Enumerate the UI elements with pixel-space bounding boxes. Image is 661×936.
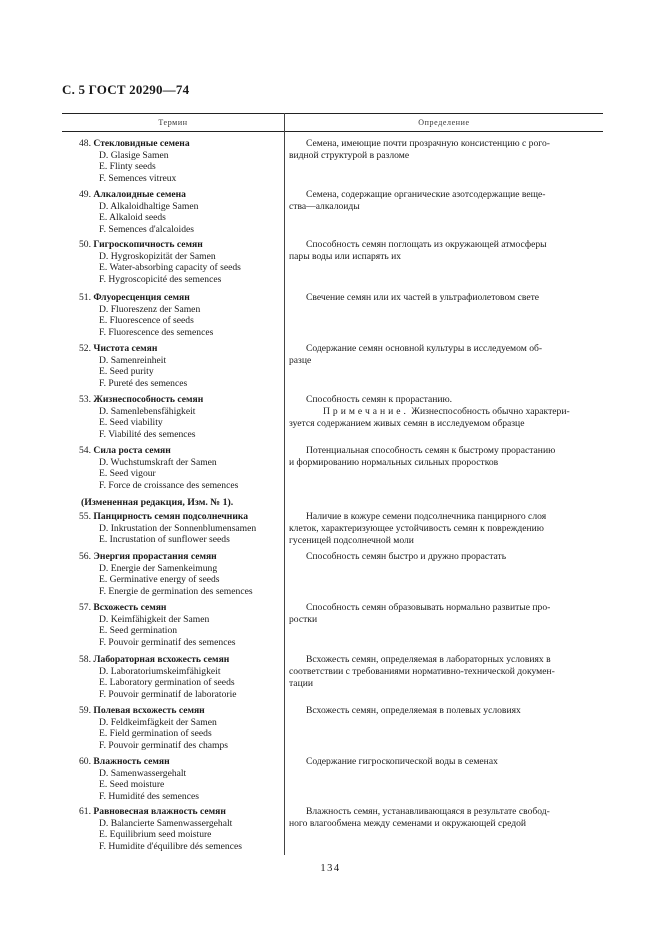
- term-number: 50.: [79, 239, 91, 250]
- term-german: D. Laboratoriumskeimfähigkeit: [99, 665, 221, 677]
- definition-text-cont: и формированию нормальных сильных проростков: [289, 456, 499, 468]
- term-english: E. Seed purity: [99, 366, 154, 378]
- term-english: E. Seed viability: [99, 417, 163, 429]
- term-french: F. Pouvoir germinatif des champs: [99, 739, 228, 751]
- note-text: Жизнеспособность обычно характери-: [411, 405, 570, 417]
- term-german: D. Balancierte Samenwassergehalt: [99, 817, 233, 829]
- term-french: F. Force de croissance des semences: [99, 479, 239, 491]
- term-name: Алкалоидные семена: [93, 189, 186, 200]
- term-number: 52.: [79, 343, 91, 354]
- definition-text-cont: пары воды или испарять их: [289, 250, 402, 262]
- term-french: F. Pouvoir germinatif des semences: [99, 636, 236, 648]
- term-name: Лабораторная всхожесть семян: [93, 654, 230, 665]
- definition-text: Потенциальная способность семян к быстрому прорастанию: [306, 445, 556, 456]
- terms-table: [62, 113, 603, 855]
- definition-text-cont: видной структурой в разломе: [289, 149, 410, 161]
- term-english: E. Flinty seeds: [99, 161, 156, 173]
- term-english: E. Water-absorbing capacity of seeds: [99, 262, 241, 274]
- term-name: Влажность семян: [93, 756, 170, 767]
- definition-text: Влажность семян, устанавливающаяся в результате свобод-: [306, 806, 550, 817]
- term-name: Стекловидные семена: [93, 138, 190, 149]
- term-french: F. Fluorescence des semences: [99, 326, 214, 338]
- term-french: F. Humidité des semences: [99, 790, 199, 802]
- term-name: Сила роста семян: [93, 445, 171, 456]
- term-german: D. Inkrustation der Sonnenblumensamen: [99, 522, 257, 534]
- term-english: E. Seed vigour: [99, 468, 156, 480]
- definition-text: Способность семян образовывать нормально развитые про-: [306, 602, 551, 613]
- page-number: 134: [320, 863, 341, 874]
- term-german: D. Samenlebensfähigkeit: [99, 405, 196, 417]
- definition-text: Свечение семян или их частей в ультрафиолетовом свете: [306, 292, 540, 303]
- definition-note: [289, 406, 599, 418]
- term-english: E. Alkaloid seeds: [99, 212, 166, 224]
- term-english: E. Equilibrium seed moisture: [99, 829, 212, 841]
- definition-text-cont: соответствии с требованиями нормативно-технической докумен-: [289, 665, 555, 677]
- term-number: 61.: [79, 806, 91, 817]
- definition-note-cont: зуется содержанием живых семян в исследуемом образце: [289, 417, 525, 429]
- term-number: 54.: [79, 445, 91, 456]
- term-number: 60.: [79, 756, 91, 767]
- term-name: Всхожесть семян: [93, 602, 167, 613]
- term-english: E. Seed moisture: [99, 779, 165, 791]
- term-german: D. Glasige Samen: [99, 149, 169, 161]
- term-german: D. Fluoreszenz der Samen: [99, 303, 201, 315]
- term-number: 59.: [79, 705, 91, 716]
- term-name: Полевая всхожесть семян: [93, 705, 205, 716]
- note-label: Примечание.: [323, 405, 409, 417]
- term-name: Чистота семян: [93, 343, 158, 354]
- definition-text: Семена, содержащие органические азотсодержащие веще-: [306, 189, 546, 200]
- term-german: D. Keimfähigkeit der Samen: [99, 613, 210, 625]
- term-french: F. Semences vitreux: [99, 172, 177, 184]
- definition-text: Всхожесть семян, определяемая в лабораторных условиях в: [306, 654, 551, 665]
- table-header-rule: [62, 131, 603, 132]
- term-english: E. Field germination of seeds: [99, 728, 212, 740]
- amendment-note: (Измененная редакция, Изм. № 1).: [81, 497, 234, 508]
- definition-text: Семена, имеющие почти прозрачную консистенцию с рого-: [306, 138, 550, 149]
- definition-text: Содержание семян основной культуры в исследуемом об-: [306, 343, 543, 354]
- term-german: D. Samenreinheit: [99, 354, 167, 366]
- term-name: Энергия прорастания семян: [93, 551, 217, 562]
- term-french: F. Viabilité des semences: [99, 428, 196, 440]
- term-french: F. Pureté des semences: [99, 377, 188, 389]
- term-name: Гигроскопичность семян: [93, 239, 203, 250]
- column-header-term: Термин: [158, 118, 188, 127]
- term-german: D. Wuchstumskraft der Samen: [99, 456, 217, 468]
- definition-text: Способность семян поглощать из окружающей атмосферы: [306, 239, 547, 250]
- term-number: 56.: [79, 551, 91, 562]
- term-english: E. Laboratory germination of seeds: [99, 677, 235, 689]
- definition-text-cont: клеток, характеризующее устойчивость семян к повреждению: [289, 522, 544, 534]
- term-french: F. Humidite d'équilibre dés semences: [99, 840, 242, 852]
- term-german: D. Feldkeimfägkeit der Samen: [99, 716, 217, 728]
- table-top-rule: [62, 113, 603, 114]
- term-english: E. Incrustation of sunflower seeds: [99, 534, 230, 546]
- definition-text-cont: ства—алкалоиды: [289, 200, 360, 212]
- term-english: E. Germinative energy of seeds: [99, 574, 220, 586]
- term-number: 48.: [79, 138, 91, 149]
- term-name: Флуоресценция семян: [93, 292, 190, 303]
- definition-text: Всхожесть семян, определяемая в полевых условиях: [306, 705, 521, 716]
- column-separator: [284, 113, 285, 855]
- term-number: 53.: [79, 394, 91, 405]
- term-german: D. Samenwassergehalt: [99, 767, 187, 779]
- term-english: E. Fluorescence of seeds: [99, 315, 194, 327]
- term-name: Панцирность семян подсолнечника: [93, 511, 249, 522]
- term-german: D. Alkaloidhaltige Samen: [99, 200, 199, 212]
- term-french: F. Semences d'alcaloides: [99, 223, 195, 235]
- term-number: 55.: [79, 511, 91, 522]
- term-number: 51.: [79, 292, 91, 303]
- term-french: F. Pouvoir germinatif de laboratorie: [99, 688, 237, 700]
- term-number: 58.: [79, 654, 91, 665]
- definition-text: Наличие в кожуре семени подсолнечника панцирного слоя: [306, 511, 547, 522]
- definition-text: Содержание гигроскопической воды в семенах: [306, 756, 498, 767]
- term-german: D. Energie der Samenkeimung: [99, 562, 218, 574]
- term-number: 49.: [79, 189, 91, 200]
- term-german: D. Hygroskopizität der Samen: [99, 250, 216, 262]
- definition-text-cont: ного влагообмена между семенами и окружающей средой: [289, 817, 527, 829]
- term-name: Жизнеспособность семян: [93, 394, 204, 405]
- term-french: F. Energie de germination des semences: [99, 585, 253, 597]
- page-header: С. 5 ГОСТ 20290—74: [62, 82, 190, 97]
- definition-text-cont: тации: [289, 677, 313, 689]
- column-header-definition: Определение: [418, 118, 470, 127]
- term-number: 57.: [79, 602, 91, 613]
- term-english: E. Seed germination: [99, 625, 178, 637]
- definition-text: Способность семян быстро и дружно прорастать: [306, 551, 507, 562]
- definition-text: Способность семян к прорастанию.: [306, 394, 453, 405]
- definition-text-cont: разце: [289, 354, 312, 366]
- term-name: Равновесная влажность семян: [93, 806, 226, 817]
- definition-text-cont: гусеницей подсолнечной моли: [289, 534, 414, 546]
- term-french: F. Hygroscopicité des semences: [99, 273, 222, 285]
- definition-text-cont: ростки: [289, 613, 318, 625]
